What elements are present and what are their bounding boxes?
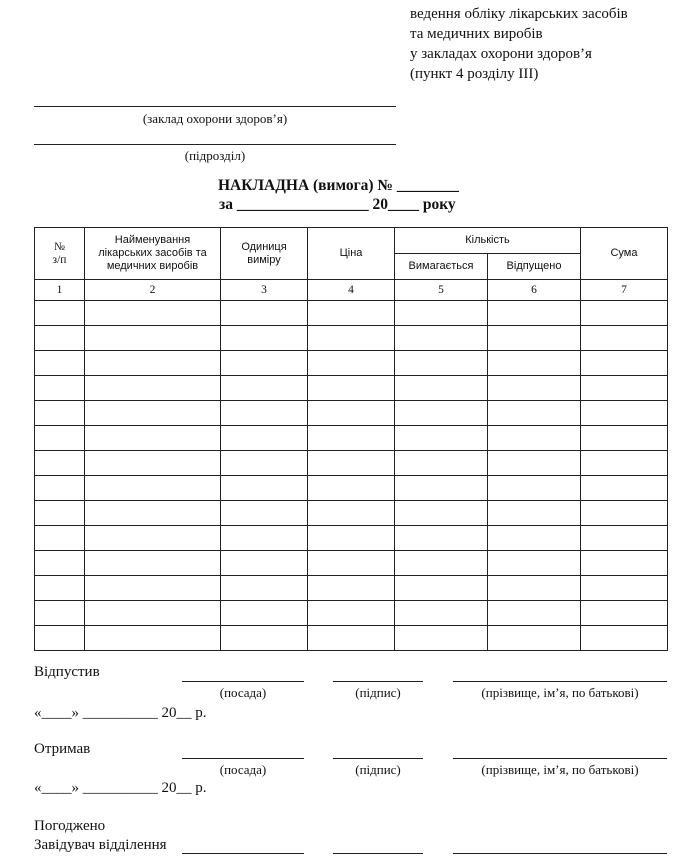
- table-row: [35, 326, 668, 351]
- table-cell[interactable]: [581, 301, 668, 326]
- document-title: НАКЛАДНА (вимога) № ________: [218, 177, 459, 194]
- table-cell[interactable]: [308, 576, 395, 601]
- table-cell[interactable]: [221, 576, 308, 601]
- col-header-released: Відпущено: [488, 254, 581, 280]
- released-position-line[interactable]: [182, 681, 304, 682]
- table-cell[interactable]: [395, 401, 488, 426]
- table-cell[interactable]: [395, 576, 488, 601]
- col-header-unit: Одиниця виміру: [221, 228, 308, 280]
- table-cell[interactable]: [35, 526, 85, 551]
- table-row: [35, 501, 668, 526]
- invoice-table: [34, 227, 668, 651]
- agreed-label: Погоджено: [34, 818, 106, 834]
- column-number: 2: [85, 280, 221, 301]
- table-cell[interactable]: [581, 326, 668, 351]
- table-cell[interactable]: [85, 376, 221, 401]
- table-row: [35, 351, 668, 376]
- table-row: [35, 576, 668, 601]
- table-cell[interactable]: [221, 626, 308, 651]
- table-cell[interactable]: [85, 601, 221, 626]
- table-cell[interactable]: [35, 351, 85, 376]
- header-line-1: ведення обліку лікарських засобів: [410, 6, 628, 22]
- table-cell[interactable]: [581, 376, 668, 401]
- table-cell[interactable]: [308, 476, 395, 501]
- table-cell[interactable]: [85, 426, 221, 451]
- table-cell[interactable]: [308, 451, 395, 476]
- table-cell[interactable]: [488, 576, 581, 601]
- table-cell[interactable]: [221, 401, 308, 426]
- table-cell[interactable]: [308, 551, 395, 576]
- table-cell[interactable]: [395, 451, 488, 476]
- table-cell[interactable]: [395, 501, 488, 526]
- table-cell[interactable]: [221, 426, 308, 451]
- table-cell[interactable]: [221, 601, 308, 626]
- name-caption: (прізвище, ім’я, по батькові): [481, 685, 639, 700]
- table-cell[interactable]: [488, 526, 581, 551]
- received-by-label: Отримав: [34, 741, 91, 757]
- table-cell[interactable]: [221, 526, 308, 551]
- received-date[interactable]: «____» __________ 20__ р.: [34, 780, 207, 796]
- table-cell[interactable]: [85, 526, 221, 551]
- table-cell[interactable]: [85, 551, 221, 576]
- table-cell[interactable]: [488, 351, 581, 376]
- table-cell[interactable]: [488, 601, 581, 626]
- table-cell[interactable]: [35, 501, 85, 526]
- table-cell[interactable]: [308, 401, 395, 426]
- released-name-line[interactable]: [453, 681, 667, 682]
- table-cell[interactable]: [488, 326, 581, 351]
- table-cell[interactable]: [35, 601, 85, 626]
- column-number: 4: [308, 280, 395, 301]
- table-cell[interactable]: [395, 601, 488, 626]
- table-cell[interactable]: [581, 601, 668, 626]
- table-cell[interactable]: [308, 376, 395, 401]
- col-header-quantity: Кількість: [395, 228, 581, 254]
- received-signature-line[interactable]: [333, 758, 423, 759]
- table-cell[interactable]: [85, 301, 221, 326]
- table-cell[interactable]: [488, 626, 581, 651]
- received-name-line[interactable]: [453, 758, 667, 759]
- position-caption: (посада): [219, 685, 267, 700]
- institution-caption: (заклад охорони здоров’я): [142, 111, 288, 126]
- table-cell[interactable]: [395, 326, 488, 351]
- table-cell[interactable]: [221, 326, 308, 351]
- table-cell[interactable]: [85, 576, 221, 601]
- released-by-label: Відпустив: [34, 664, 100, 680]
- released-date[interactable]: «____» __________ 20__ р.: [34, 705, 207, 721]
- table-cell[interactable]: [488, 376, 581, 401]
- table-cell[interactable]: [581, 526, 668, 551]
- table-cell[interactable]: [581, 426, 668, 451]
- table-body: [35, 301, 668, 651]
- table-cell[interactable]: [395, 551, 488, 576]
- table-cell[interactable]: [488, 301, 581, 326]
- table-cell[interactable]: [85, 351, 221, 376]
- table-cell[interactable]: [221, 376, 308, 401]
- table-cell[interactable]: [85, 451, 221, 476]
- table-cell[interactable]: [395, 476, 488, 501]
- table-row: [35, 376, 668, 401]
- table-cell[interactable]: [488, 426, 581, 451]
- table-cell[interactable]: [85, 401, 221, 426]
- table-cell[interactable]: [581, 576, 668, 601]
- head-name-line[interactable]: [453, 853, 667, 854]
- table-cell[interactable]: [581, 626, 668, 651]
- table-cell[interactable]: [581, 501, 668, 526]
- table-cell[interactable]: [35, 301, 85, 326]
- table-cell[interactable]: [308, 326, 395, 351]
- table-cell[interactable]: [85, 626, 221, 651]
- table-cell[interactable]: [35, 401, 85, 426]
- table-row: [35, 451, 668, 476]
- table-cell[interactable]: [308, 526, 395, 551]
- table-cell[interactable]: [85, 501, 221, 526]
- table-cell[interactable]: [581, 351, 668, 376]
- table-cell[interactable]: [395, 426, 488, 451]
- table-cell[interactable]: [308, 626, 395, 651]
- header-line-4: (пункт 4 розділу ІІІ): [410, 66, 539, 82]
- table-cell[interactable]: [488, 401, 581, 426]
- received-position-line[interactable]: [182, 758, 304, 759]
- table-cell[interactable]: [35, 576, 85, 601]
- table-cell[interactable]: [35, 426, 85, 451]
- name-caption: (прізвище, ім’я, по батькові): [481, 762, 639, 777]
- table-cell[interactable]: [395, 626, 488, 651]
- table-cell[interactable]: [488, 551, 581, 576]
- table-row: [35, 626, 668, 651]
- column-number: 3: [221, 280, 308, 301]
- table-cell[interactable]: [221, 351, 308, 376]
- subdivision-caption: (підрозділ): [184, 148, 246, 163]
- institution-line[interactable]: [34, 106, 396, 107]
- table-cell[interactable]: [308, 501, 395, 526]
- subdivision-line[interactable]: [34, 144, 396, 145]
- table-row: [35, 601, 668, 626]
- table-cell[interactable]: [308, 426, 395, 451]
- table-cell[interactable]: [85, 476, 221, 501]
- document-period: за _________________ 20____ року: [219, 196, 456, 213]
- table-cell[interactable]: [308, 301, 395, 326]
- col-header-name: Найменування лікарських засобів та медичних виробів: [85, 228, 221, 280]
- head-position-line[interactable]: [182, 853, 304, 854]
- col-header-sum: Сума: [581, 228, 668, 280]
- signature-caption: (підпис): [355, 685, 401, 700]
- table-cell[interactable]: [308, 351, 395, 376]
- table-cell[interactable]: [581, 551, 668, 576]
- table-cell[interactable]: [221, 501, 308, 526]
- table-row: [35, 476, 668, 501]
- table-row: [35, 301, 668, 326]
- signature-caption: (підпис): [355, 762, 401, 777]
- table-cell[interactable]: [35, 376, 85, 401]
- head-signature-line[interactable]: [333, 853, 423, 854]
- column-number: 1: [35, 280, 85, 301]
- table-cell[interactable]: [221, 551, 308, 576]
- table-cell[interactable]: [488, 476, 581, 501]
- table-row: [35, 551, 668, 576]
- header-line-3: у закладах охорони здоров’я: [410, 46, 592, 62]
- column-number: 7: [581, 280, 668, 301]
- table-cell[interactable]: [35, 451, 85, 476]
- table-cell[interactable]: [395, 376, 488, 401]
- column-number-row: [35, 280, 668, 301]
- column-number: 5: [395, 280, 488, 301]
- table-cell[interactable]: [488, 451, 581, 476]
- table-cell[interactable]: [221, 301, 308, 326]
- table-row: [35, 426, 668, 451]
- table-cell[interactable]: [85, 326, 221, 351]
- column-number: 6: [488, 280, 581, 301]
- table-cell[interactable]: [488, 501, 581, 526]
- table-cell[interactable]: [395, 526, 488, 551]
- table-cell[interactable]: [308, 601, 395, 626]
- table-row: [35, 401, 668, 426]
- table-cell[interactable]: [221, 451, 308, 476]
- col-header-num: № з/п: [35, 228, 85, 280]
- table-cell[interactable]: [35, 476, 85, 501]
- table-row: [35, 526, 668, 551]
- table-cell[interactable]: [35, 626, 85, 651]
- table-cell[interactable]: [221, 476, 308, 501]
- col-header-price: Ціна: [308, 228, 395, 280]
- table-cell[interactable]: [581, 476, 668, 501]
- col-header-requested: Вимагається: [395, 254, 488, 280]
- table-cell[interactable]: [395, 301, 488, 326]
- table-cell[interactable]: [35, 551, 85, 576]
- table-cell[interactable]: [395, 351, 488, 376]
- released-signature-line[interactable]: [333, 681, 423, 682]
- header-line-2: та медичних виробів: [410, 26, 543, 42]
- table-cell[interactable]: [35, 326, 85, 351]
- head-of-department-label: Завідувач відділення: [34, 837, 167, 853]
- position-caption: (посада): [219, 762, 267, 777]
- table-cell[interactable]: [581, 451, 668, 476]
- table-cell[interactable]: [581, 401, 668, 426]
